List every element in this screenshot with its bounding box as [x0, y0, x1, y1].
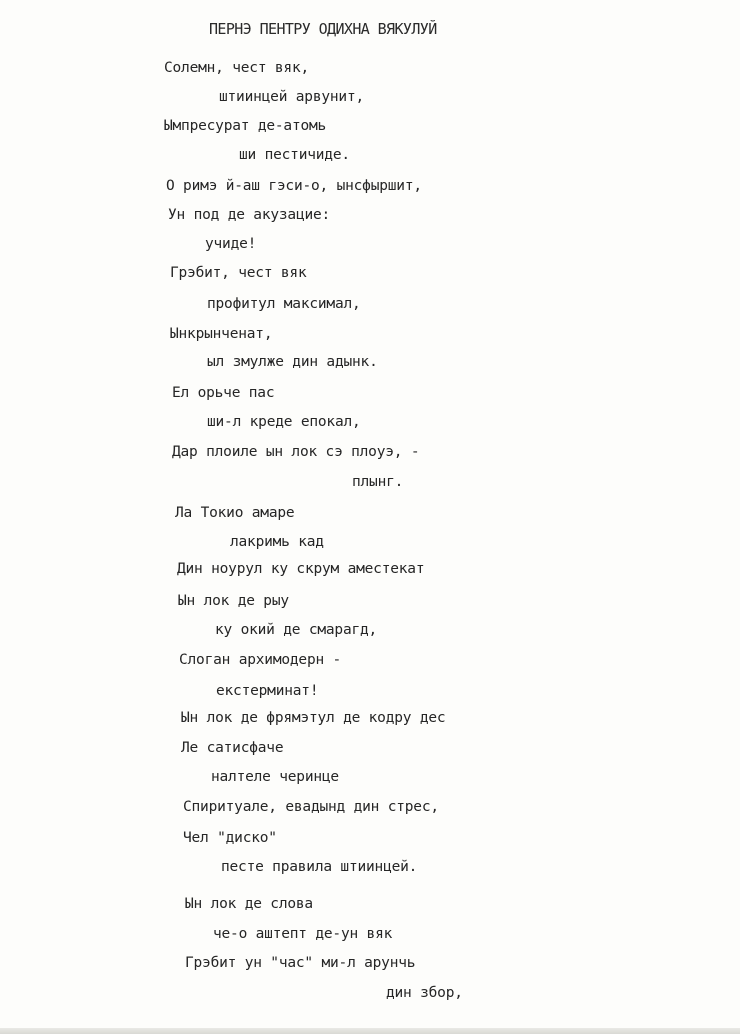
poem-line: Ун под де акузацие: — [168, 207, 331, 223]
poem-line: ши пестичиде. — [239, 147, 350, 163]
poem-line: Ынкрынченат, — [170, 326, 273, 342]
poem-line: плынг. — [352, 474, 404, 490]
poem-line: налтеле черинце — [211, 769, 339, 785]
poem-line: Ел орьче пас — [172, 385, 275, 401]
poem-line: Грэбит ун "час" ми-л арунчь — [185, 955, 416, 971]
poem-line: екстерминат! — [216, 683, 319, 699]
poem-line: дин збор, — [386, 985, 463, 1001]
poem-line: Ын лок де рыу — [178, 593, 289, 609]
poem-line: Ын лок де слова — [185, 896, 313, 912]
poem-line: че-о аштепт де-ун вяк — [213, 926, 393, 942]
poem-line: Слоган архимодерн - — [179, 652, 342, 668]
poem-line: Солемн, чест вяк, — [164, 60, 310, 76]
poem-line: Ле сатисфаче — [181, 740, 284, 756]
poem-title: ПЕРНЭ ПЕНТРУ ОДИХНА ВЯКУЛУЙ — [209, 20, 437, 38]
poem-line: Ымпресурат де-атомь — [164, 118, 327, 134]
poem-line: лакримь кад — [230, 534, 324, 550]
poem-line: штиинцей арвунит, — [219, 89, 365, 105]
poem-line: ыл змулже дин адынк. — [207, 354, 378, 370]
poem-line: Ын лок де фрямэтул де кодру дес — [181, 710, 446, 726]
poem-line: профитул максимал, — [207, 296, 361, 312]
poem-line: Ла Токио амаре — [175, 505, 295, 521]
poem-line: Дин ноурул ку скрум аместекат — [177, 561, 425, 577]
poem-line: учиде! — [205, 236, 257, 252]
poem-line: ку окий де смарагд, — [215, 622, 378, 638]
poem-line: песте правила штиинцей. — [221, 859, 418, 875]
poem-line: Грэбит, чест вяк — [170, 265, 307, 281]
poem-line: ши-л креде епокал, — [207, 414, 361, 430]
poem-line: Дар плоиле ын лок сэ плоуэ, - — [172, 444, 420, 460]
poem-line: О римэ й-аш гэси-о, ынсфыршит, — [166, 178, 422, 194]
poem-line: Чел "диско" — [183, 830, 277, 846]
poem-line: Спиритуале, евадынд дин стрес, — [183, 799, 439, 815]
